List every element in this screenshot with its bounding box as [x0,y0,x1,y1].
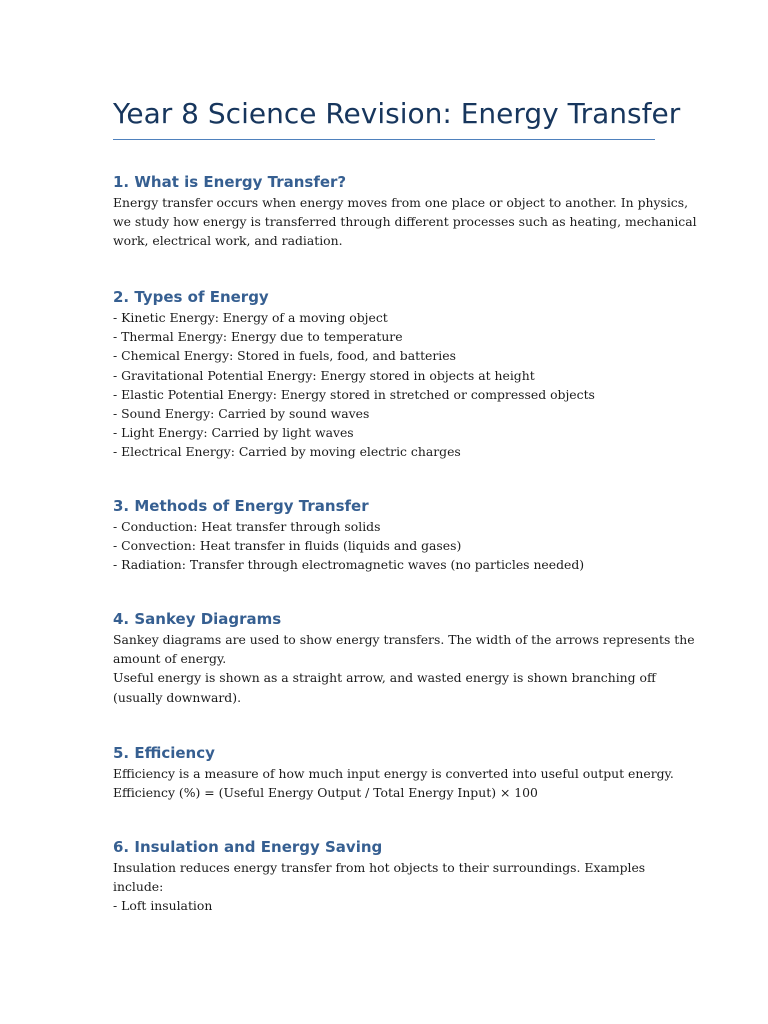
title-underline [113,139,655,140]
body-line: amount of energy. [113,651,227,667]
body-line: (usually downward). [113,689,242,705]
section-heading: 6. Insulation and Energy Saving [113,838,383,856]
list-item: - Kinetic Energy: Energy of a moving object [113,310,388,325]
body-line: we study how energy is transferred through different processes such as heating, mechanical [113,214,697,230]
body-line: Sankey diagrams are used to show energy transfers. The width of the arrows represents the [113,632,695,647]
body-line: Useful energy is shown as a straight arrow, and wasted energy is shown branching off [113,670,656,686]
section-methods-of-energy-transfer [113,495,655,575]
list-item: - Conduction: Heat transfer through solids [113,519,381,534]
list-item: - Radiation: Transfer through electromagnetic waves (no particles needed) [113,557,585,573]
list-item: - Chemical Energy: Stored in fuels, food, and batteries [113,348,456,364]
body-line: include: [113,879,164,895]
section-sankey-diagrams [113,608,695,707]
section-heading: 2. Types of Energy [113,288,269,306]
body-line: Insulation reduces energy transfer from hot objects to their surroundings. Examples [113,860,646,875]
section-insulation-and-energy-saving [113,836,655,916]
list-item: - Convection: Heat transfer in fluids (liquids and gases) [113,538,462,554]
list-item: - Light Energy: Carried by light waves [113,425,354,441]
section-what-is-energy-transfer [113,171,697,251]
section-heading: 5. Efficiency [113,744,215,762]
list-item: - Gravitational Potential Energy: Energy stored in objects at height [113,367,535,383]
list-item: - Electrical Energy: Carried by moving electric charges [113,444,461,460]
list-item: - Thermal Energy: Energy due to temperature [113,329,403,345]
section-efficiency [113,742,674,802]
section-heading: 4. Sankey Diagrams [113,610,282,628]
document-title: Year 8 Science Revision: Energy Transfer [113,97,681,130]
body-line: work, electrical work, and radiation. [113,233,343,249]
section-heading: 3. Methods of Energy Transfer [113,497,369,515]
body-line: Efficiency is a measure of how much input energy is converted into useful output energy. [113,766,674,781]
body-line: Energy transfer occurs when energy moves from one place or object to another. In physics, [113,195,689,210]
list-item: - Loft insulation [113,898,213,914]
list-item: - Elastic Potential Energy: Energy stored in stretched or compressed objects [113,386,595,402]
section-types-of-energy [113,286,655,462]
list-item: - Sound Energy: Carried by sound waves [113,406,370,422]
formula-line: Efficiency (%) = (Useful Energy Output / Total Energy Input) × 100 [113,785,538,801]
section-heading: 1. What is Energy Transfer? [113,173,347,191]
